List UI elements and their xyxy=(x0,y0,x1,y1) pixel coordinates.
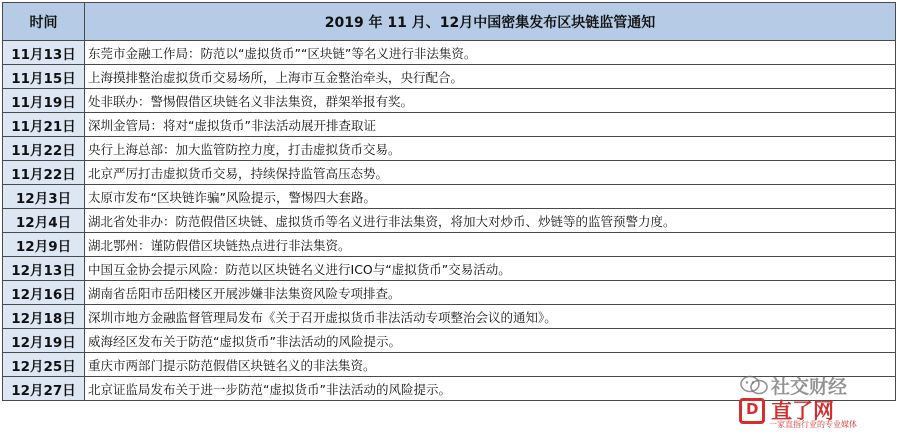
brand-logo-glyph: D xyxy=(746,400,759,418)
watermark-account-name: 社交财经 xyxy=(771,376,848,398)
row-content: 威海经区发布关于防范“虚拟货币”非法活动的风险提示。 xyxy=(85,329,896,353)
regulation-notice-table xyxy=(2,2,896,401)
row-content: 北京严厉打击虚拟货币交易，持续保持监管高压态势。 xyxy=(85,161,896,185)
header-time: 时间 xyxy=(3,3,85,41)
row-date: 12月13日 xyxy=(3,257,85,281)
row-date: 12月16日 xyxy=(3,281,85,305)
table-row xyxy=(3,329,896,353)
row-content: 湖南省岳阳市岳阳楼区开展涉嫌非法集资风险专项排查。 xyxy=(85,281,896,305)
row-content: 中国互金协会提示风险：防范以区块链名义进行ICO与“虚拟货币”交易活动。 xyxy=(85,257,896,281)
row-date: 12月25日 xyxy=(3,353,85,377)
table-row xyxy=(3,185,896,209)
row-date: 11月19日 xyxy=(3,89,85,113)
row-content: 深圳市地方金融监督管理局发布《关于召开虚拟货币非法活动专项整治会议的通知》。 xyxy=(85,305,896,329)
table-row xyxy=(3,209,896,233)
row-date: 12月27日 xyxy=(3,377,85,401)
table-row xyxy=(3,161,896,185)
row-content: 东莞市金融工作局：防范以“虚拟货币”“区块链”等名义进行非法集资。 xyxy=(85,41,896,65)
table-header-row xyxy=(3,3,896,41)
row-content: 重庆市两部门提示防范假借区块链名义的非法集资。 xyxy=(85,353,896,377)
watermark xyxy=(739,374,894,429)
row-content: 上海摸排整治虚拟货币交易场所，上海市互金整治牵头，央行配合。 xyxy=(85,65,896,89)
brand-logo xyxy=(739,398,765,424)
row-content: 北京证监局发布关于进一步防范“虚拟货币”非法活动的风险提示。 xyxy=(85,377,896,401)
table-row xyxy=(3,257,896,281)
table-body xyxy=(3,41,896,401)
watermark-brand: 直了网 xyxy=(771,399,834,423)
table-row xyxy=(3,41,896,65)
row-date: 12月19日 xyxy=(3,329,85,353)
header-title: 2019 年 11 月、12月中国密集发布区块链监管通知 xyxy=(85,3,896,41)
row-content: 湖北省处非办：防范假借区块链、虚拟货币等名义进行非法集资，将加大对炒币、炒链等的监管预警力度。 xyxy=(85,209,896,233)
row-date: 11月22日 xyxy=(3,137,85,161)
row-date: 12月4日 xyxy=(3,209,85,233)
table-row xyxy=(3,281,896,305)
row-date: 12月18日 xyxy=(3,305,85,329)
row-date: 11月13日 xyxy=(3,41,85,65)
table-row xyxy=(3,353,896,377)
table-row xyxy=(3,305,896,329)
row-date: 12月9日 xyxy=(3,233,85,257)
wechat-icon xyxy=(739,374,769,396)
table-row xyxy=(3,137,896,161)
row-content: 太原市发布“区块链诈骗”风险提示，警惕四大套路。 xyxy=(85,185,896,209)
row-content: 处非联办：警惕假借区块链名义非法集资，群架举报有奖。 xyxy=(85,89,896,113)
watermark-slogan: 一家直指行业的专业媒体 xyxy=(769,420,857,429)
table-row xyxy=(3,89,896,113)
row-content: 湖北鄂州：谨防假借区块链热点进行非法集资。 xyxy=(85,233,896,257)
row-content: 央行上海总部：加大监管防控力度，打击虚拟货币交易。 xyxy=(85,137,896,161)
table-row xyxy=(3,233,896,257)
row-date: 11月15日 xyxy=(3,65,85,89)
table-row xyxy=(3,113,896,137)
row-date: 12月3日 xyxy=(3,185,85,209)
row-date: 11月21日 xyxy=(3,113,85,137)
table-row xyxy=(3,65,896,89)
row-content: 深圳金管局：将对“虚拟货币”非法活动展开排查取证 xyxy=(85,113,896,137)
row-date: 11月22日 xyxy=(3,161,85,185)
